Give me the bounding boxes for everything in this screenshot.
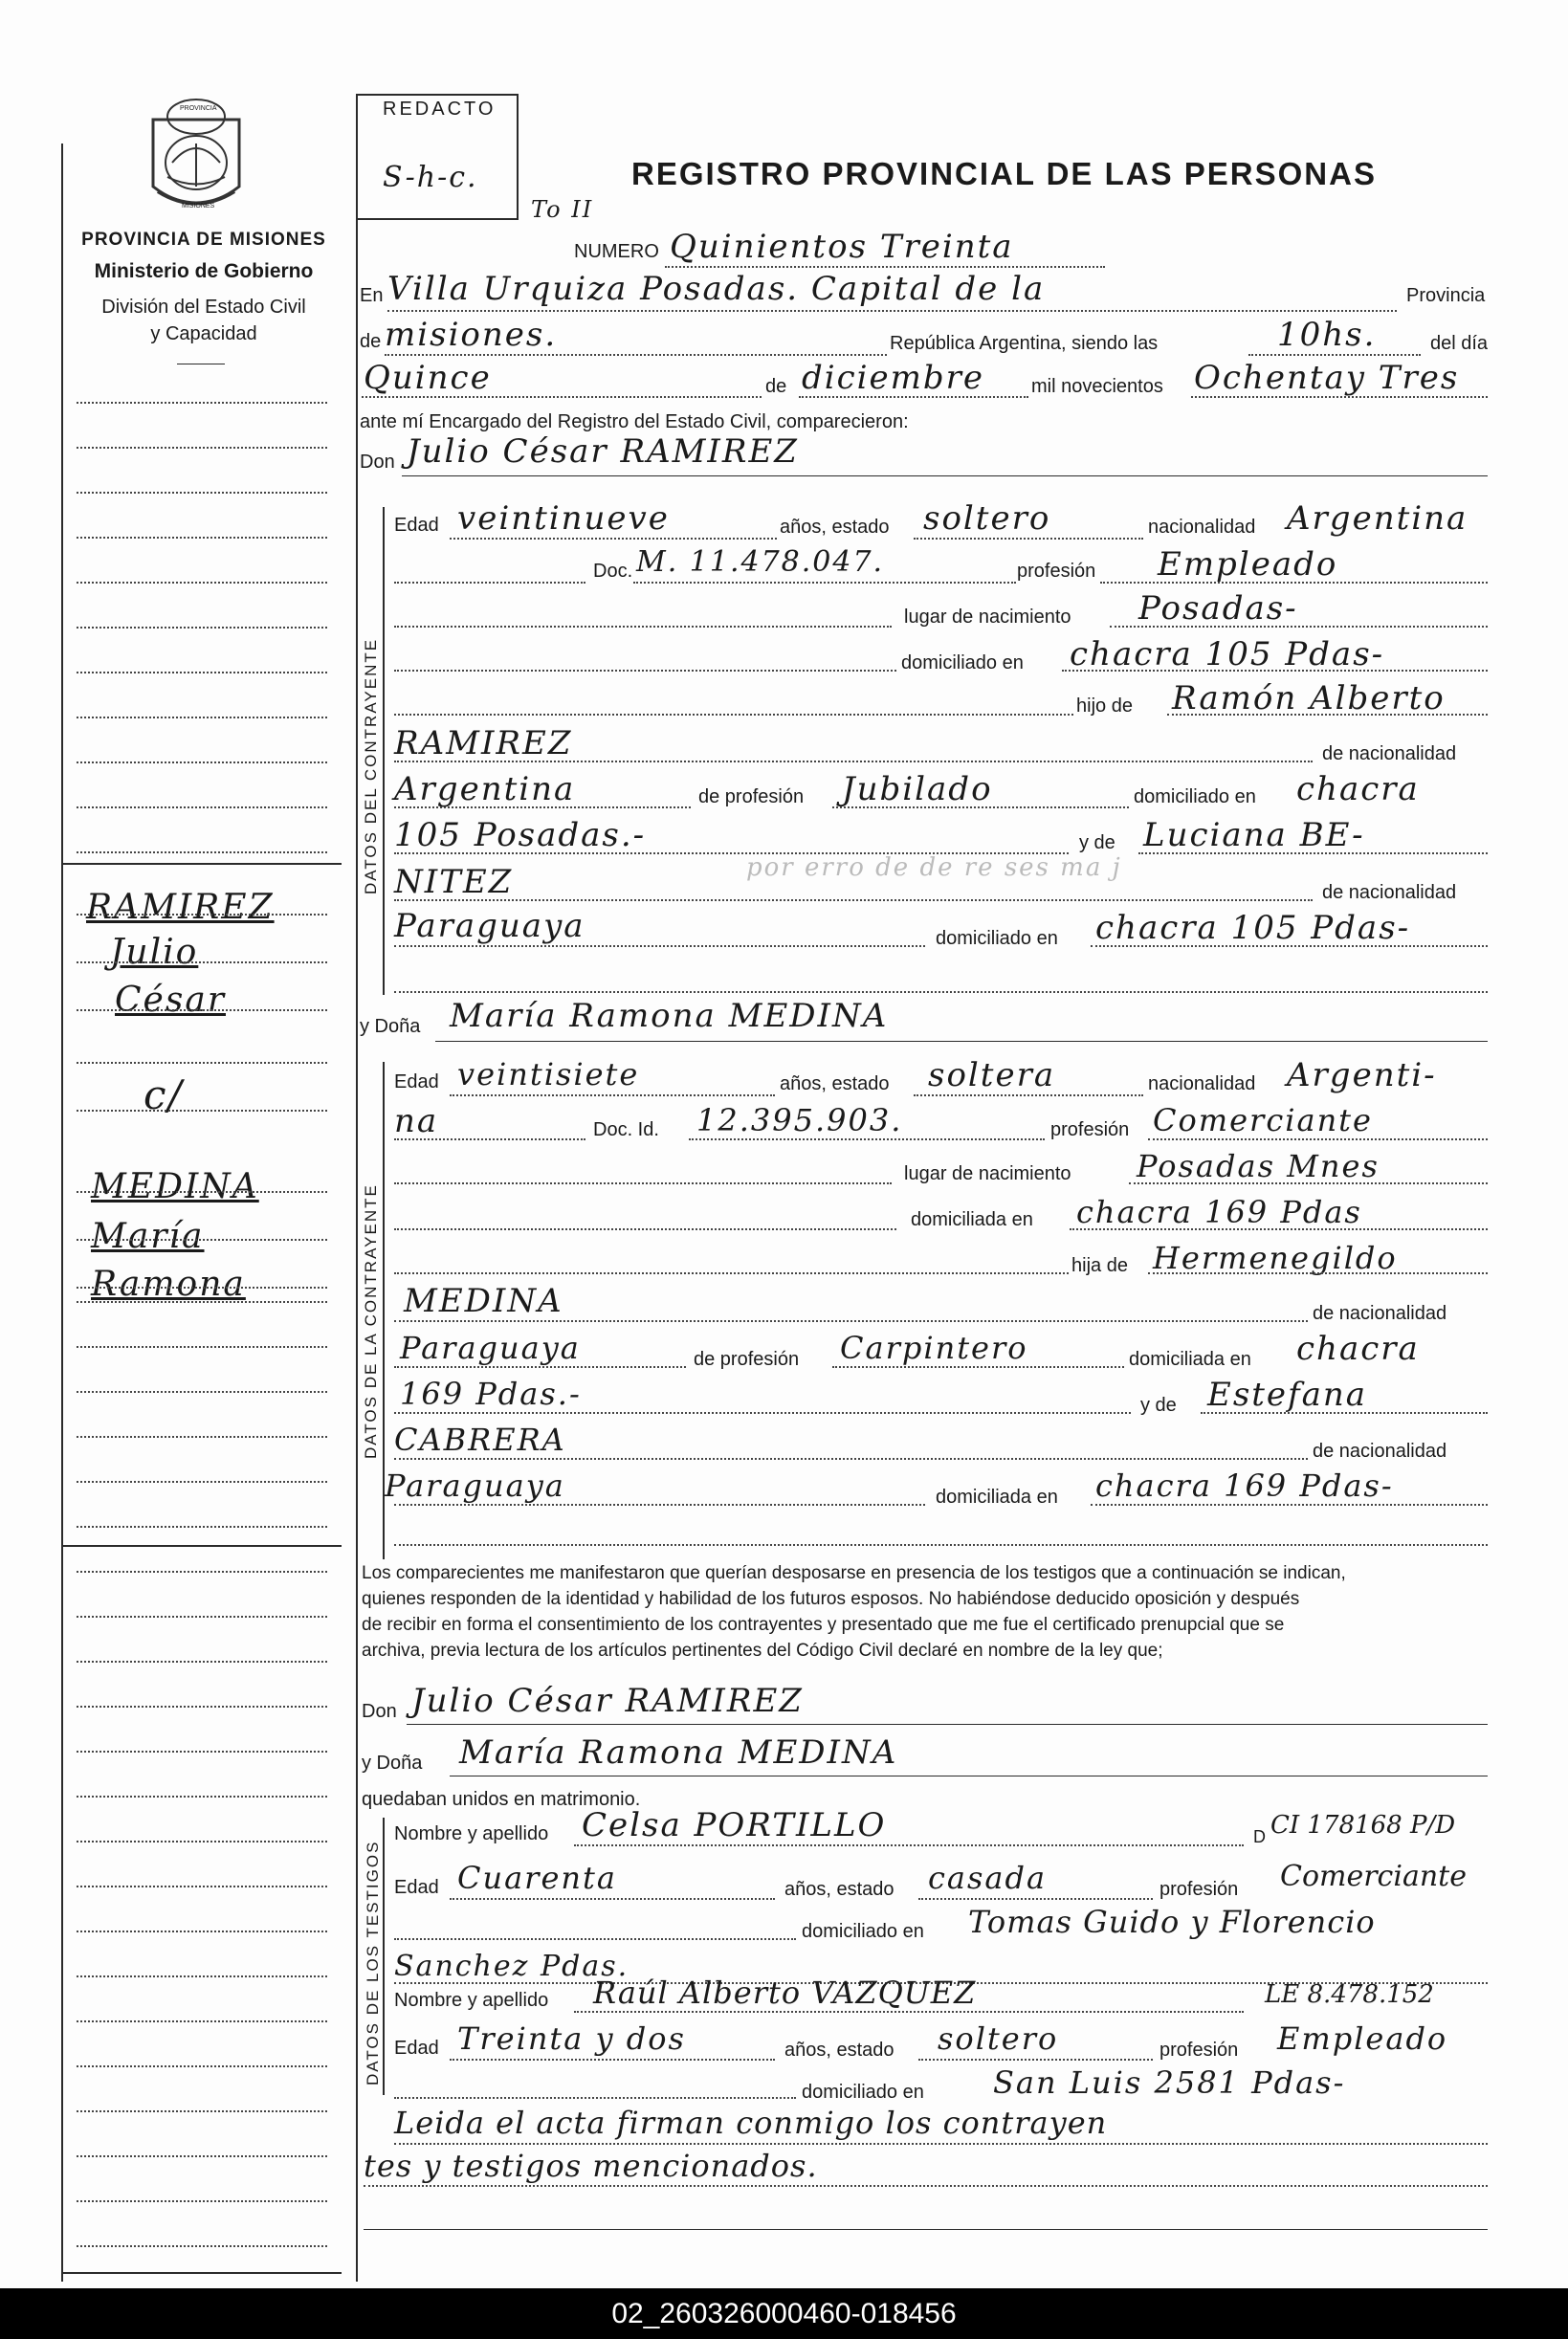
margin-bride-first2: Ramona — [91, 1265, 246, 1304]
groom-estado-label: años, estado — [780, 517, 890, 538]
bride-mother-dom: chacra 169 Pdas- — [1095, 1467, 1394, 1504]
margin-dotted-line — [77, 1009, 327, 1011]
bride-age: veintisiete — [457, 1056, 640, 1092]
groom-mother-dom-label: domiciliado en — [936, 928, 1058, 949]
groom-doc: M. 11.478.047. — [636, 545, 885, 579]
decl-don-label: Don — [362, 1701, 397, 1722]
w2-age: Treinta y dos — [457, 2020, 686, 2057]
margin-dotted-line — [77, 851, 327, 853]
margin-dotted-line — [77, 1975, 327, 1977]
groom-nac-label: nacionalidad — [1148, 517, 1256, 538]
margin-dotted-line — [77, 1239, 327, 1241]
groom-mother2: NITEZ — [394, 863, 514, 901]
w1-age: Cuarenta — [457, 1860, 617, 1896]
form-left-border — [356, 94, 358, 2282]
w1-estado-label: años, estado — [784, 1879, 894, 1900]
seal-bottom-text: MISIONES — [182, 203, 215, 210]
groom-mother-label: y de — [1079, 832, 1115, 853]
closing-line-2: tes y testigos mencionados. — [364, 2148, 818, 2184]
margin-dotted-line — [77, 1931, 327, 1932]
groom-father2: RAMIREZ — [394, 724, 573, 762]
bride-father1: Hermenegildo — [1153, 1240, 1398, 1276]
margin-dotted-line — [77, 1062, 327, 1064]
groom-faint-note: por erro de de re ses ma j — [746, 853, 1122, 882]
w1-dom2: Sanchez Pdas. — [394, 1950, 629, 1983]
margin-dotted-line — [77, 1110, 327, 1112]
decl-dona-label: y Doña — [362, 1753, 423, 1774]
statement-line-4: archiva, previa lectura de los artículos pertinentes del Código Civil declaré en nombre de la ley que; — [362, 1641, 1163, 1661]
redacto-bottom-border — [356, 218, 519, 220]
groom-mother-nat: Paraguaya — [394, 907, 585, 945]
groom-father-dom-label: domiciliado en — [1134, 786, 1256, 807]
margin-dotted-line — [77, 1571, 327, 1573]
quedaban-label: quedaban unidos en matrimonio. — [362, 1789, 641, 1810]
groom-edad-label: Edad — [394, 515, 439, 536]
bride-father2: MEDINA — [404, 1282, 563, 1320]
groom-status: soltero — [923, 499, 1051, 538]
tomo-value: To II — [531, 196, 594, 223]
mil-label: mil novecientos — [1031, 376, 1163, 397]
republica-label: República Argentina, siendo las — [890, 333, 1159, 354]
w1-dom1: Tomas Guido y Florencio — [968, 1904, 1376, 1940]
w1-name: Celsa PORTILLO — [582, 1806, 887, 1844]
groom-father-nac-label: de nacionalidad — [1322, 743, 1457, 764]
bride-father-prof: Carpintero — [840, 1330, 1028, 1366]
numero-label: NUMERO — [574, 241, 659, 262]
groom-hijo-label: hijo de — [1076, 695, 1133, 717]
margin-dotted-line — [77, 1841, 327, 1843]
bride-edad-label: Edad — [394, 1071, 439, 1092]
de-label: de — [360, 331, 382, 352]
groom-father-prof: Jubilado — [842, 770, 993, 808]
bride-birth: Posadas Mnes — [1137, 1148, 1380, 1184]
w2-status: soltero — [938, 2020, 1059, 2057]
en-label: En — [360, 285, 384, 306]
bride-nat2: na — [394, 1102, 439, 1140]
bride-father-prof-label: de profesión — [694, 1349, 800, 1370]
margin-dotted-line — [77, 1526, 327, 1528]
w1-prof-label: profesión — [1159, 1879, 1239, 1900]
groom-mother-nac-label: de nacionalidad — [1322, 882, 1457, 903]
margin-first2: César — [115, 981, 226, 1020]
margin-dotted-line — [77, 1706, 327, 1708]
bride-hija-label: hija de — [1071, 1255, 1128, 1276]
w2-dom: San Luis 2581 Pdas- — [993, 2064, 1346, 2101]
margin-con: c/ — [144, 1071, 184, 1118]
groom-father1: Ramón Alberto — [1172, 679, 1446, 717]
margin-dotted-line — [77, 537, 327, 539]
bride-nac-label: nacionalidad — [1148, 1073, 1256, 1094]
registry-title: REGISTRO PROVINCIAL DE LAS PERSONAS — [631, 156, 1377, 191]
w2-doc: LE 8.478.152 — [1265, 1980, 1434, 2009]
del-dia-label: del día — [1430, 333, 1489, 354]
provincia-value: misiones. — [385, 316, 558, 354]
division-line1: División del Estado Civil — [101, 297, 306, 318]
provincia-label: Provincia — [1406, 285, 1486, 306]
w2-dom-label: domiciliado en — [802, 2082, 924, 2103]
margin-first1: Julio — [110, 933, 199, 972]
margin-separator-2 — [61, 1545, 342, 1547]
margin-dotted-line — [77, 761, 327, 763]
groom-nat: Argentina — [1287, 499, 1469, 538]
bride-mother1: Estefana — [1207, 1376, 1368, 1414]
margin-dotted-line — [77, 1287, 327, 1289]
statement-line-2: quienes responden de la identidad y habilidad de los futuros esposos. No habiéndose deducido oposición y después — [362, 1589, 1300, 1609]
w1-dom-label: domiciliado en — [802, 1921, 924, 1942]
w1-name-label: Nombre y apellido — [394, 1823, 549, 1844]
side-contrayente: DATOS DEL CONTRAYENTE — [362, 637, 380, 894]
dona-label: y Doña — [360, 1016, 421, 1037]
margin-dotted-line — [77, 1751, 327, 1753]
document-id-footer: 02_260326000460-018456 — [0, 2288, 1568, 2339]
bride-prof: Comerciante — [1153, 1102, 1373, 1138]
bride-father-nac-label: de nacionalidad — [1313, 1303, 1447, 1324]
w1-edad-label: Edad — [394, 1877, 439, 1898]
bride-nat1: Argenti- — [1287, 1056, 1437, 1094]
numero-value: Quinientos Treinta — [670, 228, 1014, 266]
groom-dom: chacra 105 Pdas- — [1070, 635, 1385, 673]
groom-prof-label: profesión — [1017, 561, 1096, 582]
ministry-name: Ministerio de Gobierno — [94, 260, 314, 282]
redacto-value: S-h-c. — [383, 161, 478, 194]
de2-label: de — [765, 376, 787, 397]
margin-bride-first1: María — [91, 1217, 205, 1256]
groom-father-prof-label: de profesión — [698, 786, 805, 807]
ano-value: Ochentay Tres — [1194, 359, 1460, 397]
margin-dotted-line — [77, 447, 327, 449]
margin-separator-3 — [61, 2272, 342, 2274]
bride-doc: 12.395.903. — [696, 1102, 903, 1138]
bride-father-dom1: chacra — [1296, 1330, 1420, 1368]
margin-dotted-line — [77, 1886, 327, 1887]
margin-dotted-line — [77, 627, 327, 629]
side-testigos: DATOS DE LOS TESTIGOS — [364, 1840, 382, 2085]
bride-name: María Ramona MEDINA — [450, 997, 889, 1035]
groom-father-dom1: chacra — [1296, 770, 1420, 808]
left-margin-border — [61, 143, 63, 2282]
groom-father-nat: Argentina — [394, 770, 576, 808]
groom-birth-label: lugar de nacimiento — [904, 607, 1071, 628]
lugar-value: Villa Urquiza Posadas. Capital de la — [387, 270, 1046, 308]
margin-dotted-line — [77, 2200, 327, 2202]
w1-status: casada — [928, 1860, 1048, 1896]
groom-father-dom2: 105 Posadas.- — [394, 816, 647, 854]
bride-mother-nat: Paraguaya — [385, 1467, 565, 1504]
statement-line-3: de recibir en forma el consentimiento de los contrayentes y presentado que me fue el certificado prenupcial que se — [362, 1615, 1285, 1635]
margin-dotted-line — [77, 2155, 327, 2157]
decl-don-value: Julio César RAMIREZ — [411, 1682, 804, 1720]
margin-dotted-line — [77, 672, 327, 673]
don-label: Don — [360, 452, 395, 473]
division-line2: y Capacidad — [150, 323, 257, 344]
w2-prof-label: profesión — [1159, 2040, 1239, 2061]
margin-dotted-line — [77, 806, 327, 808]
bride-mother-label: y de — [1140, 1395, 1177, 1416]
bride-mother-dom-label: domiciliada en — [936, 1487, 1058, 1508]
ante-label: ante mí Encargado del Registro del Estado Civil, comparecieron: — [360, 411, 909, 432]
margin-surname: RAMIREZ — [86, 888, 275, 927]
groom-name: Julio César RAMIREZ — [407, 432, 799, 471]
bride-dom-label: domiciliada en — [911, 1209, 1033, 1230]
statement-line-1: Los comparecientes me manifestaron que querían desposarse en presencia de los testigos que a continuación se indican, — [362, 1563, 1346, 1583]
w1-prof: Comerciante — [1280, 1860, 1467, 1893]
margin-dotted-line — [77, 1436, 327, 1438]
margin-dotted-line — [77, 492, 327, 494]
groom-mother1: Luciana BE- — [1143, 816, 1365, 854]
redacto-label: REDACTO — [383, 99, 497, 120]
margin-dotted-line — [77, 402, 327, 404]
groom-mother-dom: chacra 105 Pdas- — [1095, 909, 1411, 947]
groom-prof: Empleado — [1158, 545, 1338, 584]
seal-top-text: PROVINCIA — [180, 105, 217, 112]
margin-dotted-line — [77, 2110, 327, 2112]
w2-name-label: Nombre y apellido — [394, 1990, 549, 2011]
margin-dotted-line — [77, 582, 327, 584]
w1-doc-label: D — [1253, 1827, 1266, 1846]
bride-prof-label: profesión — [1050, 1119, 1130, 1140]
dia-value: Quince — [364, 359, 492, 397]
margin-dotted-line — [77, 1191, 327, 1193]
groom-dom-label: domiciliado en — [901, 652, 1024, 673]
form-top-border — [356, 94, 519, 96]
margin-dotted-line — [77, 2065, 327, 2067]
bride-mother2: CABRERA — [394, 1422, 566, 1458]
closing-line-1: Leida el acta firman conmigo los contrayen — [394, 2105, 1108, 2141]
margin-dotted-line — [77, 1661, 327, 1663]
province-seal — [144, 96, 249, 220]
groom-age: veintinueve — [457, 499, 670, 538]
w2-name: Raúl Alberto VAZQUEZ — [593, 1975, 977, 2011]
margin-dotted-line — [77, 2020, 327, 2022]
witness-section-border — [383, 1818, 385, 2095]
w1-doc: CI 178168 P/D — [1270, 1811, 1456, 1840]
margin-dotted-line — [77, 961, 327, 963]
bride-birth-label: lugar de nacimiento — [904, 1163, 1071, 1184]
bride-mother-nac-label: de nacionalidad — [1313, 1441, 1447, 1462]
margin-bride-surname: MEDINA — [91, 1167, 259, 1206]
margin-dotted-line — [77, 2245, 327, 2247]
margin-dotted-line — [77, 1391, 327, 1393]
w2-prof: Empleado — [1277, 2020, 1448, 2057]
margin-dotted-line — [77, 1616, 327, 1618]
margin-dotted-line — [77, 1346, 327, 1348]
bride-status: soltera — [928, 1056, 1056, 1094]
bride-father-dom-label: domiciliada en — [1129, 1349, 1251, 1370]
bride-doc-label: Doc. Id. — [593, 1119, 659, 1140]
w2-edad-label: Edad — [394, 2038, 439, 2059]
w2-estado-label: años, estado — [784, 2040, 894, 2061]
margin-separator-1 — [61, 863, 342, 865]
bride-father-dom2: 169 Pdas.- — [400, 1376, 582, 1412]
bride-dom: chacra 169 Pdas — [1076, 1194, 1362, 1230]
hora-value: 10hs. — [1277, 316, 1377, 354]
margin-dotted-line — [77, 717, 327, 718]
margin-dotted-line — [77, 1481, 327, 1483]
margin-dotted-line — [77, 1796, 327, 1798]
groom-section-border — [383, 507, 385, 995]
bride-father-nat: Paraguaya — [400, 1330, 581, 1366]
margin-dotted-line — [77, 914, 327, 916]
bride-estado-label: años, estado — [780, 1073, 890, 1094]
groom-birth: Posadas- — [1138, 589, 1298, 628]
decl-dona-value: María Ramona MEDINA — [459, 1733, 898, 1772]
mes-value: diciembre — [802, 359, 985, 397]
margin-dotted-line — [77, 1301, 327, 1303]
redacto-right-border — [517, 94, 519, 218]
side-contrayenta: DATOS DE LA CONTRAYENTE — [362, 1183, 380, 1459]
groom-doc-label: Doc. — [593, 561, 633, 582]
province-name: PROVINCIA DE MISIONES — [81, 230, 326, 250]
